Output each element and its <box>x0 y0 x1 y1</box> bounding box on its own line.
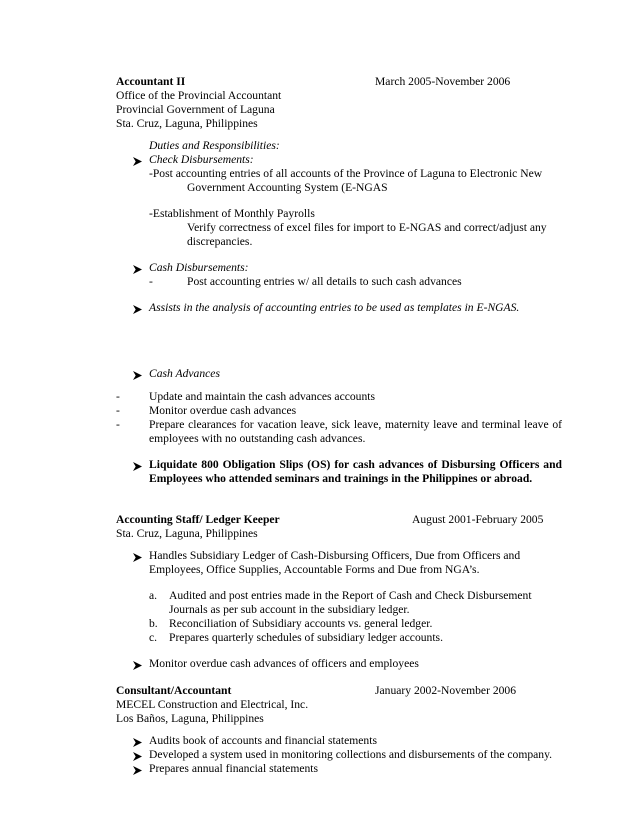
job2-title: Accounting Staff/ Ledger Keeper <box>116 513 280 526</box>
job1-date: March 2005-November 2006 <box>375 75 511 88</box>
list-item-c: Prepares quarterly schedules of subsidiary ledger accounts. <box>169 631 443 644</box>
cash-dash: - <box>149 275 153 288</box>
arrowhead-bullet-icon <box>133 462 142 471</box>
list-label-a: a. <box>149 589 158 602</box>
job3-item-2: Developed a system used in monitoring collections and disbursements of the company. <box>149 748 553 761</box>
check-line-1: -Post accounting entries of all accounts of the Province of Laguna to Electronic New <box>149 167 543 180</box>
check-line-2: Government Accounting System (E-NGAS <box>187 181 388 194</box>
arrowhead-bullet-icon <box>133 766 142 775</box>
job3-date: January 2002-November 2006 <box>375 684 517 697</box>
liquidate-line-1: Liquidate 800 Obligation Slips (OS) for cash advances of Disbursing Officers and <box>149 458 562 471</box>
list-item-a-line-2: Journals as per sub account in the subsidiary ledger. <box>169 603 410 616</box>
advance-dash: - <box>116 418 120 431</box>
arrowhead-bullet-icon <box>133 738 142 747</box>
list-item-a-line-1: Audited and post entries made in the Report of Cash and Check Disbursement <box>169 589 532 602</box>
duties-heading: Duties and Responsibilities: <box>149 139 280 152</box>
job1-org: Provincial Government of Laguna <box>116 103 275 116</box>
arrowhead-bullet-icon <box>133 371 142 380</box>
job2-date: August 2001-February 2005 <box>412 513 544 526</box>
arrowhead-bullet-icon <box>133 553 142 562</box>
handles-line-2: Employees, Office Supplies, Accountable Forms and Due from NGA’s. <box>149 563 480 576</box>
job3-location: Los Baños, Laguna, Philippines <box>116 712 264 725</box>
advance-item-2: Monitor overdue cash advances <box>149 404 297 417</box>
job2-location: Sta. Cruz, Laguna, Philippines <box>116 527 258 540</box>
check-disbursements-heading: Check Disbursements: <box>149 153 254 166</box>
advance-item-1: Update and maintain the cash advances accounts <box>149 390 375 403</box>
monitor-item: Monitor overdue cash advances of officers and employees <box>149 657 419 670</box>
payroll-heading: -Establishment of Monthly Payrolls <box>149 207 315 220</box>
advance-item-3-line-1: Prepare clearances for vacation leave, sick leave, maternity leave and terminal leave of <box>149 418 562 431</box>
payroll-line-2: discrepancies. <box>187 235 253 248</box>
list-label-c: c. <box>149 631 158 644</box>
list-label-b: b. <box>149 617 158 630</box>
assists-item: Assists in the analysis of accounting entries to be used as templates in E-NGAS. <box>149 301 520 314</box>
cash-line: Post accounting entries w/ all details to such cash advances <box>187 275 462 288</box>
advance-dash: - <box>116 404 120 417</box>
job3-company: MECEL Construction and Electrical, Inc. <box>116 698 309 711</box>
advance-item-3-line-2: employees with no outstanding cash advances. <box>149 432 366 445</box>
job1-title: Accountant II <box>116 75 186 88</box>
cash-disbursements-heading: Cash Disbursements: <box>149 261 249 274</box>
job1-office: Office of the Provincial Accountant <box>116 89 282 102</box>
job1-location: Sta. Cruz, Laguna, Philippines <box>116 117 258 130</box>
job3-item-3: Prepares annual financial statements <box>149 762 319 775</box>
handles-line-1: Handles Subsidiary Ledger of Cash-Disbursing Officers, Due from Officers and <box>149 549 521 562</box>
cash-advances-heading: Cash Advances <box>149 367 220 380</box>
job3-item-1: Audits book of accounts and financial statements <box>149 734 377 747</box>
arrowhead-bullet-icon <box>133 305 142 314</box>
advance-dash: - <box>116 390 120 403</box>
job3-title: Consultant/Accountant <box>116 684 232 697</box>
payroll-line-1: Verify correctness of excel files for import to E-NGAS and correct/adjust any <box>187 221 547 234</box>
arrowhead-bullet-icon <box>133 265 142 274</box>
liquidate-line-2: Employees who attended seminars and trainings in the Philippines or abroad. <box>149 472 533 485</box>
arrowhead-bullet-icon <box>133 661 142 670</box>
arrowhead-bullet-icon <box>133 752 142 761</box>
list-item-b: Reconciliation of Subsidiary accounts vs. general ledger. <box>169 617 433 630</box>
arrowhead-bullet-icon <box>133 157 142 166</box>
